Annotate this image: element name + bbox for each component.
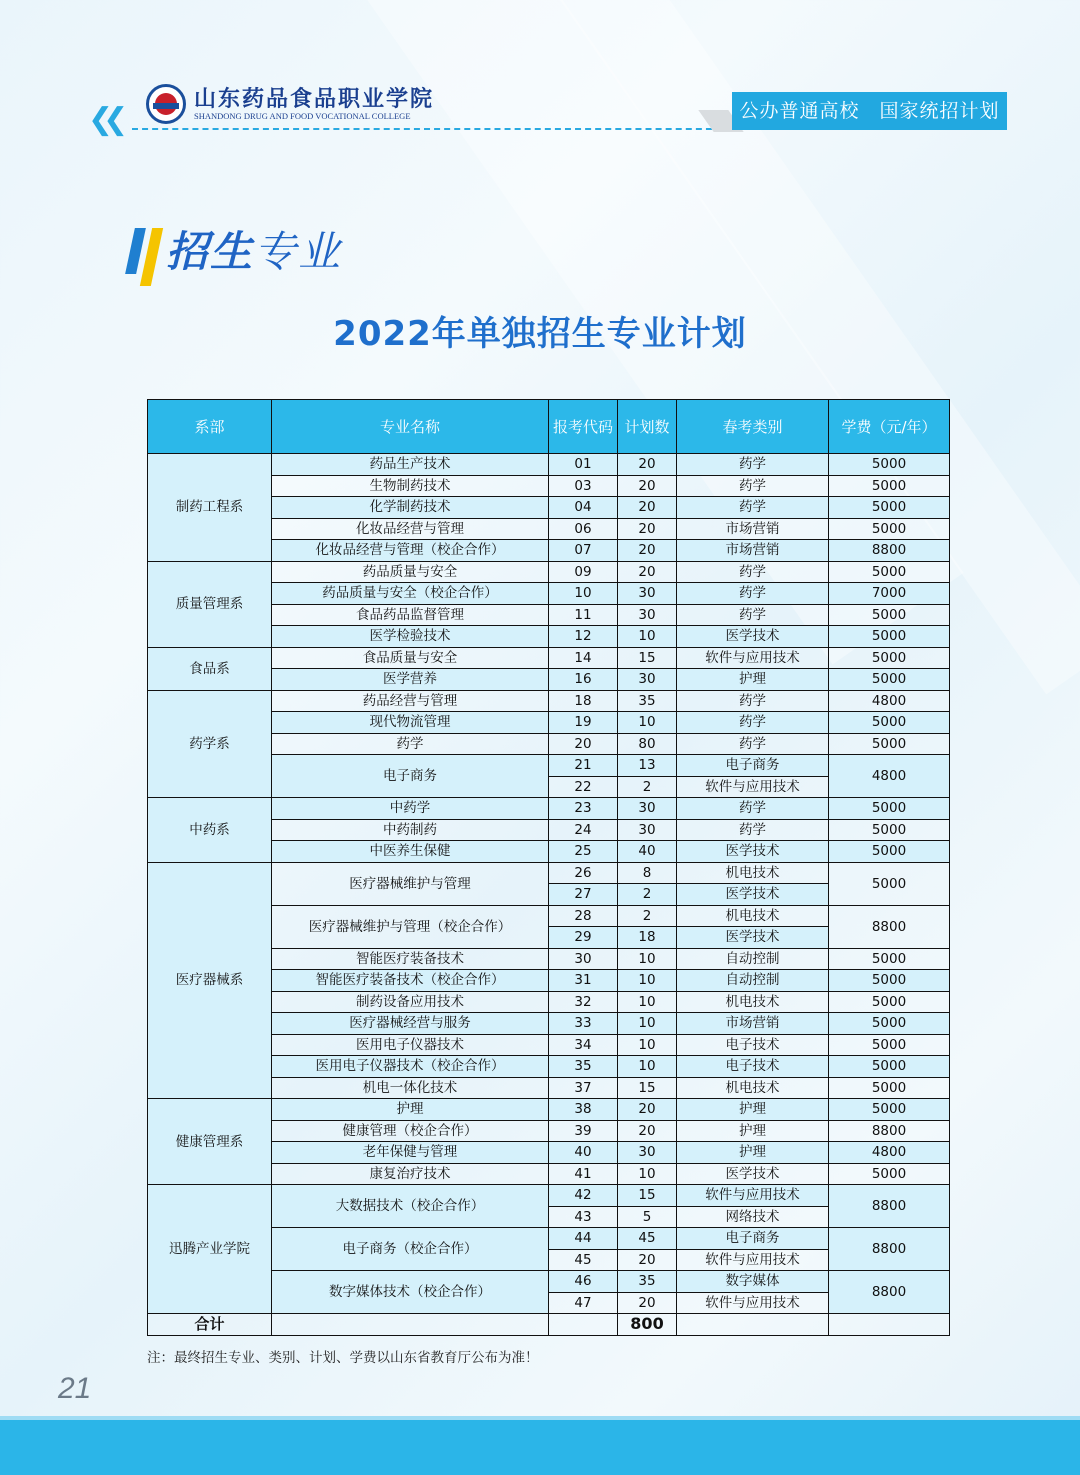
code-cell: 10 (549, 583, 618, 605)
fee-cell: 5000 (829, 841, 950, 863)
plan-count-cell: 15 (618, 1077, 677, 1099)
fee-cell: 8800 (829, 1120, 950, 1142)
category-cell: 自动控制 (677, 970, 829, 992)
major-name-cell: 中药学 (272, 798, 549, 820)
fee-cell: 5000 (829, 798, 950, 820)
category-cell: 数字媒体 (677, 1271, 829, 1293)
table-header-row (148, 400, 950, 454)
category-cell: 医学技术 (677, 1163, 829, 1185)
fee-cell: 5000 (829, 1099, 950, 1121)
category-cell: 护理 (677, 1120, 829, 1142)
plan-count-cell: 20 (618, 561, 677, 583)
code-cell: 23 (549, 798, 618, 820)
code-cell: 47 (549, 1292, 618, 1314)
plan-count-cell: 10 (618, 948, 677, 970)
major-name-cell: 化学制药技术 (272, 497, 549, 519)
category-cell: 机电技术 (677, 862, 829, 884)
category-cell: 机电技术 (677, 905, 829, 927)
plan-count-cell: 15 (618, 1185, 677, 1207)
category-cell: 电子技术 (677, 1034, 829, 1056)
category-cell: 药学 (677, 454, 829, 476)
header-cell: 计划数 (618, 400, 677, 454)
code-cell: 34 (549, 1034, 618, 1056)
plan-count-cell: 40 (618, 841, 677, 863)
category-cell: 药学 (677, 604, 829, 626)
category-cell: 护理 (677, 1099, 829, 1121)
code-cell: 35 (549, 1056, 618, 1078)
code-cell: 11 (549, 604, 618, 626)
major-name-cell: 药学 (272, 733, 549, 755)
plan-count-cell: 30 (618, 819, 677, 841)
code-cell: 18 (549, 690, 618, 712)
code-cell: 46 (549, 1271, 618, 1293)
code-cell: 43 (549, 1206, 618, 1228)
dept-cell: 健康管理系 (148, 1099, 272, 1185)
fee-cell: 8800 (829, 905, 950, 948)
major-name-cell: 生物制药技术 (272, 475, 549, 497)
fee-cell: 5000 (829, 1163, 950, 1185)
plan-count-cell: 10 (618, 1163, 677, 1185)
fee-cell: 5000 (829, 454, 950, 476)
major-name-cell: 健康管理（校企合作） (272, 1120, 549, 1142)
major-name-cell: 医用电子仪器技术（校企合作） (272, 1056, 549, 1078)
section-title (166, 224, 342, 280)
section-title-light: 专业 (254, 227, 343, 276)
code-cell: 03 (549, 475, 618, 497)
table-row (148, 690, 950, 712)
school-emblem-icon (146, 84, 186, 124)
plan-count-cell: 15 (618, 647, 677, 669)
fee-cell: 8800 (829, 1271, 950, 1314)
total-row (148, 1314, 950, 1336)
plan-count-cell: 80 (618, 733, 677, 755)
category-cell: 医学技术 (677, 884, 829, 906)
category-cell: 药学 (677, 475, 829, 497)
fee-cell: 5000 (829, 819, 950, 841)
major-name-cell: 制药设备应用技术 (272, 991, 549, 1013)
plan-count-cell: 35 (618, 1271, 677, 1293)
plan-count-cell: 30 (618, 583, 677, 605)
fee-cell: 5000 (829, 626, 950, 648)
category-cell: 机电技术 (677, 1077, 829, 1099)
fee-cell: 5000 (829, 518, 950, 540)
plan-count-cell: 35 (618, 690, 677, 712)
code-cell: 24 (549, 819, 618, 841)
header-cell: 报考代码 (549, 400, 618, 454)
category-cell: 电子商务 (677, 1228, 829, 1250)
dept-cell: 中药系 (148, 798, 272, 863)
major-name-cell: 药品质量与安全 (272, 561, 549, 583)
dept-cell: 医疗器械系 (148, 862, 272, 1099)
header-tag: 公办普通高校 国家统招计划 (732, 92, 1007, 130)
code-cell: 14 (549, 647, 618, 669)
category-cell: 药学 (677, 690, 829, 712)
plan-count-cell: 20 (618, 518, 677, 540)
code-cell: 32 (549, 991, 618, 1013)
plan-count-cell: 10 (618, 970, 677, 992)
major-name-cell: 智能医疗装备技术（校企合作） (272, 970, 549, 992)
major-name-cell: 机电一体化技术 (272, 1077, 549, 1099)
major-name-cell: 医学营养 (272, 669, 549, 691)
school-name-cn: 山东药品食品职业学院 (194, 86, 435, 112)
fee-cell: 5000 (829, 604, 950, 626)
plan-count-cell: 20 (618, 1292, 677, 1314)
major-name-cell: 化妆品经营与管理 (272, 518, 549, 540)
empty-cell (677, 1314, 829, 1336)
code-cell: 29 (549, 927, 618, 949)
major-name-cell: 智能医疗装备技术 (272, 948, 549, 970)
code-cell: 33 (549, 1013, 618, 1035)
fee-cell: 5000 (829, 1013, 950, 1035)
code-cell: 42 (549, 1185, 618, 1207)
plan-count-cell: 10 (618, 1034, 677, 1056)
plan-count-cell: 20 (618, 540, 677, 562)
plan-count-cell: 30 (618, 798, 677, 820)
code-cell: 16 (549, 669, 618, 691)
major-name-cell: 食品药品监督管理 (272, 604, 549, 626)
code-cell: 30 (549, 948, 618, 970)
code-cell: 27 (549, 884, 618, 906)
code-cell: 44 (549, 1228, 618, 1250)
major-name-cell: 康复治疗技术 (272, 1163, 549, 1185)
category-cell: 机电技术 (677, 991, 829, 1013)
category-cell: 药学 (677, 733, 829, 755)
fee-cell: 5000 (829, 475, 950, 497)
major-name-cell: 医疗器械维护与管理（校企合作） (272, 905, 549, 948)
empty-cell (829, 1314, 950, 1336)
header-cell: 系部 (148, 400, 272, 454)
category-cell: 药学 (677, 497, 829, 519)
plan-count-cell: 20 (618, 1249, 677, 1271)
major-name-cell: 老年保健与管理 (272, 1142, 549, 1164)
school-logo (146, 82, 434, 126)
fee-cell: 4800 (829, 690, 950, 712)
code-cell: 19 (549, 712, 618, 734)
plan-count-cell: 10 (618, 991, 677, 1013)
plan-count-cell: 13 (618, 755, 677, 777)
category-cell: 药学 (677, 561, 829, 583)
fee-cell: 5000 (829, 970, 950, 992)
category-cell: 市场营销 (677, 1013, 829, 1035)
dept-cell: 制药工程系 (148, 454, 272, 562)
code-cell: 07 (549, 540, 618, 562)
plan-count-cell: 45 (618, 1228, 677, 1250)
fee-cell: 5000 (829, 1056, 950, 1078)
major-name-cell: 中医养生保健 (272, 841, 549, 863)
plan-count-cell: 20 (618, 497, 677, 519)
code-cell: 04 (549, 497, 618, 519)
category-cell: 药学 (677, 583, 829, 605)
plan-count-cell: 2 (618, 884, 677, 906)
code-cell: 20 (549, 733, 618, 755)
header-divider (132, 128, 722, 130)
major-name-cell: 电子商务（校企合作） (272, 1228, 549, 1271)
category-cell: 软件与应用技术 (677, 1292, 829, 1314)
category-cell: 药学 (677, 798, 829, 820)
code-cell: 38 (549, 1099, 618, 1121)
fee-cell: 8800 (829, 1185, 950, 1228)
major-name-cell: 化妆品经营与管理（校企合作） (272, 540, 549, 562)
category-cell: 软件与应用技术 (677, 647, 829, 669)
fee-cell: 4800 (829, 755, 950, 798)
fee-cell: 8800 (829, 1228, 950, 1271)
code-cell: 01 (549, 454, 618, 476)
code-cell: 39 (549, 1120, 618, 1142)
plan-count-cell: 8 (618, 862, 677, 884)
code-cell: 12 (549, 626, 618, 648)
double-chevron-left-icon: ❮❮ (88, 102, 119, 137)
total-value-cell: 800 (618, 1314, 677, 1336)
fee-cell: 5000 (829, 991, 950, 1013)
dept-cell: 药学系 (148, 690, 272, 798)
category-cell: 护理 (677, 669, 829, 691)
category-cell: 医学技术 (677, 626, 829, 648)
plan-count-cell: 30 (618, 669, 677, 691)
plan-count-cell: 30 (618, 1142, 677, 1164)
fee-cell: 4800 (829, 1142, 950, 1164)
major-name-cell: 护理 (272, 1099, 549, 1121)
category-cell: 药学 (677, 819, 829, 841)
code-cell: 37 (549, 1077, 618, 1099)
fee-cell: 5000 (829, 733, 950, 755)
major-name-cell: 大数据技术（校企合作） (272, 1185, 549, 1228)
footnote: 注：最终招生专业、类别、计划、学费以山东省教育厅公布为准！ (147, 1350, 539, 1366)
enrollment-plan-table (147, 399, 950, 1336)
plan-count-cell: 20 (618, 1120, 677, 1142)
category-cell: 药学 (677, 712, 829, 734)
total-label-cell: 合计 (148, 1314, 272, 1336)
category-cell: 软件与应用技术 (677, 776, 829, 798)
table-row (148, 647, 950, 669)
dept-cell: 质量管理系 (148, 561, 272, 647)
major-name-cell: 现代物流管理 (272, 712, 549, 734)
plan-count-cell: 2 (618, 905, 677, 927)
fee-cell: 5000 (829, 862, 950, 905)
page-number: 21 (58, 1372, 92, 1405)
empty-cell (272, 1314, 549, 1336)
plan-count-cell: 10 (618, 626, 677, 648)
table-row (148, 798, 950, 820)
code-cell: 40 (549, 1142, 618, 1164)
footer-band (0, 1420, 1080, 1475)
category-cell: 网络技术 (677, 1206, 829, 1228)
code-cell: 25 (549, 841, 618, 863)
plan-count-cell: 18 (618, 927, 677, 949)
major-name-cell: 药品经营与管理 (272, 690, 549, 712)
table-row (148, 1099, 950, 1121)
code-cell: 06 (549, 518, 618, 540)
fee-cell: 5000 (829, 647, 950, 669)
plan-count-cell: 10 (618, 1056, 677, 1078)
category-cell: 软件与应用技术 (677, 1249, 829, 1271)
fee-cell: 5000 (829, 497, 950, 519)
empty-cell (549, 1314, 618, 1336)
fee-cell: 5000 (829, 561, 950, 583)
header-cell: 学费（元/年） (829, 400, 950, 454)
table-row (148, 862, 950, 884)
code-cell: 26 (549, 862, 618, 884)
fee-cell: 8800 (829, 540, 950, 562)
code-cell: 31 (549, 970, 618, 992)
code-cell: 28 (549, 905, 618, 927)
category-cell: 市场营销 (677, 540, 829, 562)
major-name-cell: 药品生产技术 (272, 454, 549, 476)
code-cell: 21 (549, 755, 618, 777)
school-name-en: SHANDONG DRUG AND FOOD VOCATIONAL COLLEGE (194, 111, 411, 121)
category-cell: 电子技术 (677, 1056, 829, 1078)
fee-cell: 5000 (829, 1077, 950, 1099)
page-title: 2022年单独招生专业计划 (333, 314, 747, 354)
header-cell: 春考类别 (677, 400, 829, 454)
fee-cell: 5000 (829, 712, 950, 734)
plan-count-cell: 10 (618, 1013, 677, 1035)
major-name-cell: 中药制药 (272, 819, 549, 841)
fee-cell: 5000 (829, 948, 950, 970)
plan-count-cell: 5 (618, 1206, 677, 1228)
fee-cell: 7000 (829, 583, 950, 605)
category-cell: 医学技术 (677, 927, 829, 949)
major-name-cell: 数字媒体技术（校企合作） (272, 1271, 549, 1314)
category-cell: 电子商务 (677, 755, 829, 777)
plan-count-cell: 2 (618, 776, 677, 798)
dept-cell: 迅腾产业学院 (148, 1185, 272, 1314)
major-name-cell: 医疗器械维护与管理 (272, 862, 549, 905)
major-name-cell: 电子商务 (272, 755, 549, 798)
category-cell: 护理 (677, 1142, 829, 1164)
major-name-cell: 医疗器械经营与服务 (272, 1013, 549, 1035)
plan-count-cell: 20 (618, 454, 677, 476)
section-title-bold: 招生 (166, 227, 255, 276)
category-cell: 软件与应用技术 (677, 1185, 829, 1207)
fee-cell: 5000 (829, 669, 950, 691)
plan-count-cell: 20 (618, 1099, 677, 1121)
code-cell: 22 (549, 776, 618, 798)
code-cell: 45 (549, 1249, 618, 1271)
major-name-cell: 医用电子仪器技术 (272, 1034, 549, 1056)
category-cell: 自动控制 (677, 948, 829, 970)
fee-cell: 5000 (829, 1034, 950, 1056)
header-cell: 专业名称 (272, 400, 549, 454)
dept-cell: 食品系 (148, 647, 272, 690)
plan-count-cell: 30 (618, 604, 677, 626)
major-name-cell: 食品质量与安全 (272, 647, 549, 669)
table-row (148, 1185, 950, 1207)
major-name-cell: 药品质量与安全（校企合作） (272, 583, 549, 605)
code-cell: 41 (549, 1163, 618, 1185)
major-name-cell: 医学检验技术 (272, 626, 549, 648)
table-row (148, 561, 950, 583)
plan-count-cell: 10 (618, 712, 677, 734)
category-cell: 市场营销 (677, 518, 829, 540)
code-cell: 09 (549, 561, 618, 583)
category-cell: 医学技术 (677, 841, 829, 863)
plan-count-cell: 20 (618, 475, 677, 497)
table-row (148, 454, 950, 476)
